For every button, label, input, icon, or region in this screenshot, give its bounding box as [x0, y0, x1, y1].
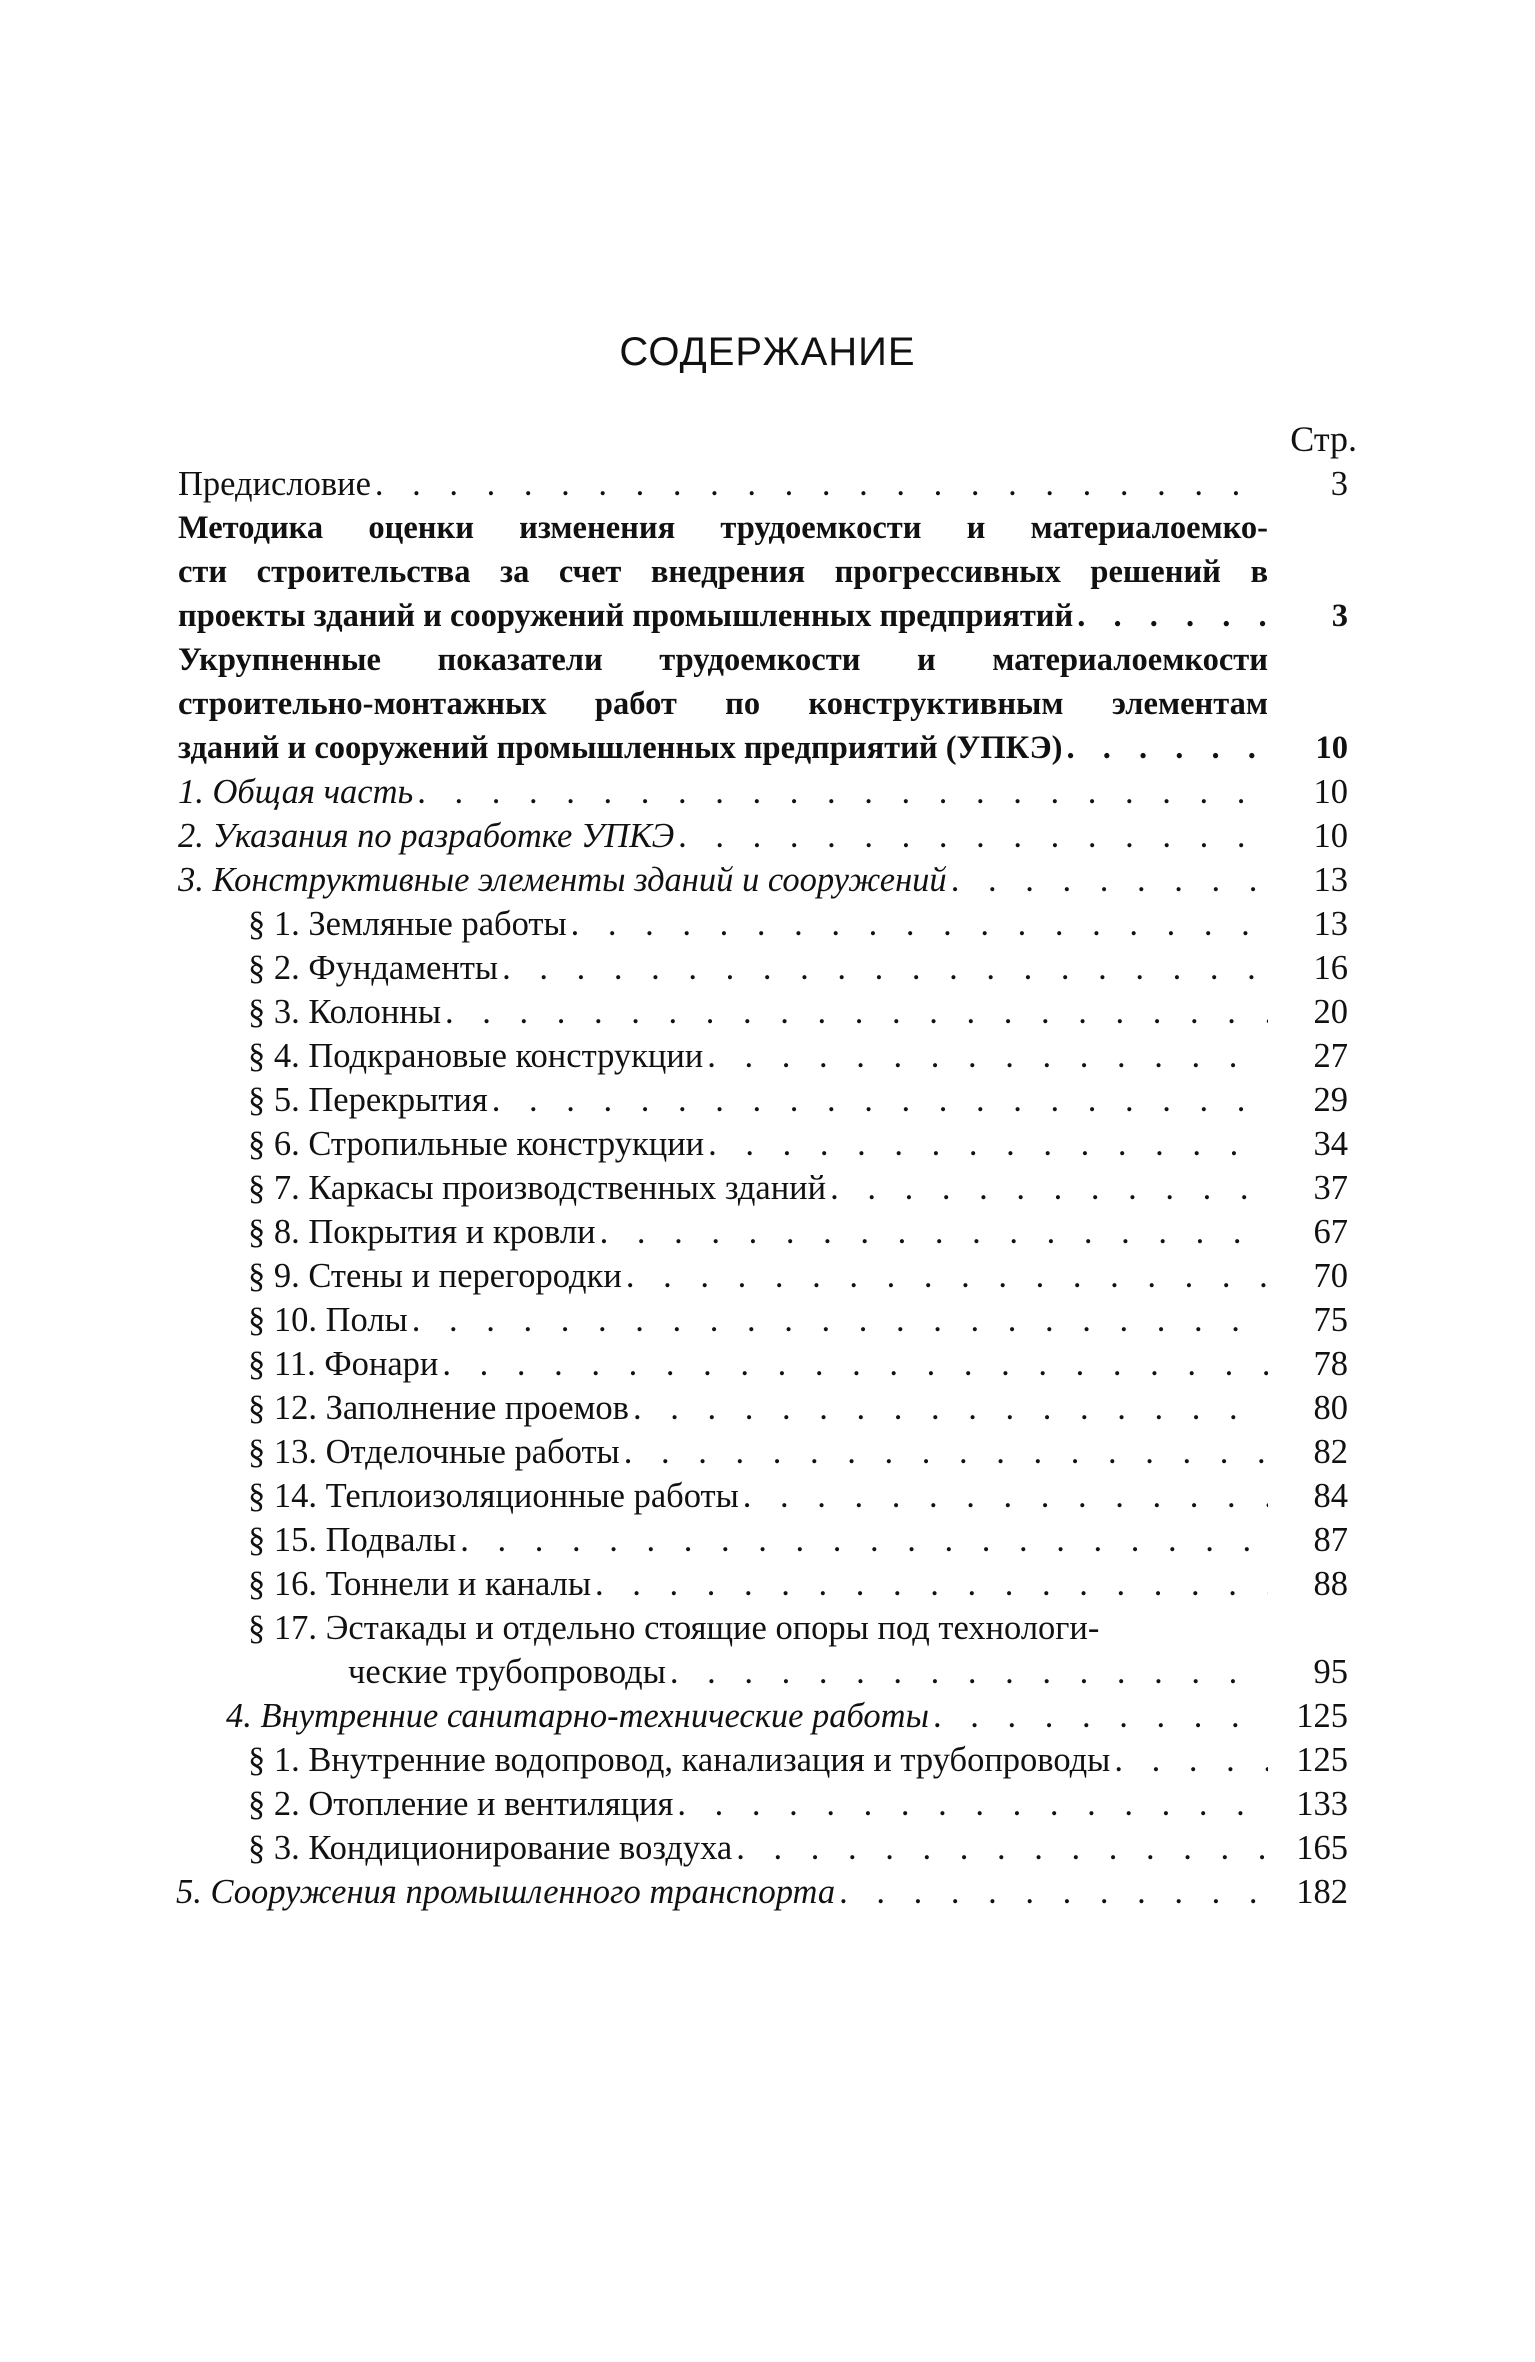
toc-entry-text: § 1. Земляные работы — [248, 905, 567, 943]
page-title: СОДЕРЖАНИЕ — [619, 330, 916, 374]
leader-dots — [1062, 726, 1268, 770]
leader-dots — [674, 814, 1268, 858]
toc-entry-page: 10 — [1315, 730, 1348, 766]
leader-dots — [408, 1298, 1268, 1342]
leader-dots — [835, 1870, 1268, 1914]
table-of-contents — [178, 462, 1348, 1914]
toc-entry-text: § 12. Заполнение проемов — [248, 1389, 629, 1427]
toc-entry-text: Предисловие — [178, 465, 371, 503]
toc-entry — [178, 1650, 1348, 1694]
toc-entry-page: 182 — [1296, 1873, 1348, 1911]
toc-entry — [178, 726, 1348, 770]
leader-dots — [567, 902, 1268, 946]
leader-dots — [703, 1034, 1268, 1078]
toc-entry-page: 133 — [1296, 1785, 1348, 1823]
toc-entry-page: 70 — [1313, 1257, 1348, 1295]
toc-entry-page: 95 — [1313, 1653, 1348, 1691]
leader-dots — [826, 1166, 1268, 1210]
leader-dots — [1110, 1738, 1268, 1782]
toc-entry — [178, 1474, 1348, 1518]
toc-entry-text: Укрупненные показатели трудоемкости и материалоемкости — [178, 642, 1268, 678]
leader-dots — [620, 1430, 1268, 1474]
leader-dots — [498, 946, 1268, 990]
leader-dots — [596, 1210, 1268, 1254]
toc-entry — [178, 1430, 1348, 1474]
toc-entry — [178, 506, 1348, 550]
toc-entry-text: § 3. Колонны — [248, 993, 442, 1031]
toc-entry-text: 1. Общая часть — [178, 773, 414, 811]
toc-entry-page: 13 — [1313, 861, 1348, 899]
toc-entry-page: 87 — [1313, 1521, 1348, 1559]
toc-entry-text: § 3. Кондиционирование воздуха — [248, 1829, 733, 1867]
toc-entry — [178, 1166, 1348, 1210]
toc-entry-text: § 4. Подкрановые конструкции — [248, 1037, 704, 1075]
leader-dots — [929, 1694, 1268, 1738]
leader-dots — [456, 1518, 1268, 1562]
toc-entry — [178, 682, 1348, 726]
toc-entry-page: 29 — [1313, 1081, 1348, 1119]
toc-entry-page: 88 — [1313, 1565, 1348, 1603]
toc-entry-text: § 9. Стены и перегородки — [248, 1257, 622, 1295]
toc-entry-page: 10 — [1313, 817, 1348, 855]
toc-entry-page: 125 — [1296, 1697, 1348, 1735]
toc-entry-text: § 17. Эстакады и отдельно стоящие опоры под технологи- — [248, 1609, 1100, 1647]
toc-entry-page: 20 — [1313, 993, 1348, 1031]
leader-dots — [441, 990, 1268, 1034]
toc-entry-text: § 5. Перекрытия — [248, 1081, 488, 1119]
toc-entry-text: § 7. Каркасы производственных зданий — [248, 1169, 827, 1207]
toc-entry — [178, 594, 1348, 638]
toc-entry-text: § 2. Отопление и вентиляция — [248, 1785, 674, 1823]
leader-dots — [704, 1122, 1268, 1166]
toc-entry — [178, 1738, 1348, 1782]
toc-entry — [178, 1782, 1348, 1826]
toc-entry-page: 34 — [1313, 1125, 1348, 1163]
toc-entry — [178, 1298, 1348, 1342]
leader-dots — [438, 1342, 1268, 1386]
leader-dots — [629, 1386, 1268, 1430]
leader-dots — [591, 1562, 1268, 1606]
toc-entry-text: Методика оценки изменения трудоемкости и материалоемко- — [178, 510, 1268, 546]
toc-entry-page: 37 — [1313, 1169, 1348, 1207]
toc-entry — [178, 1210, 1348, 1254]
toc-entry — [178, 858, 1348, 902]
toc-entry-page: 75 — [1313, 1301, 1348, 1339]
toc-entry-text: ческие трубопроводы — [348, 1653, 666, 1691]
toc-entry-text: сти строительства за счет внедрения прогрессивных решений в — [178, 554, 1268, 590]
toc-entry-page: 16 — [1313, 949, 1348, 987]
toc-entry — [178, 1518, 1348, 1562]
toc-entry-text: § 10. Полы — [248, 1301, 408, 1339]
toc-entry — [178, 902, 1348, 946]
leader-dots — [666, 1650, 1268, 1694]
toc-entry — [178, 1342, 1348, 1386]
leader-dots — [371, 462, 1268, 506]
toc-entry-page: 3 — [1331, 598, 1348, 634]
toc-entry — [178, 1386, 1348, 1430]
toc-entry — [178, 638, 1348, 682]
toc-entry — [178, 1034, 1348, 1078]
leader-dots — [1073, 594, 1268, 638]
toc-entry-page: 82 — [1313, 1433, 1348, 1471]
toc-entry — [178, 1078, 1348, 1122]
toc-entry-text: § 16. Тоннели и каналы — [248, 1565, 592, 1603]
toc-entry-text: 5. Сооружения промышленного транспорта — [176, 1873, 836, 1911]
leader-dots — [413, 770, 1268, 814]
toc-entry-page: 78 — [1313, 1345, 1348, 1383]
toc-entry — [178, 550, 1348, 594]
toc-entry — [176, 1870, 1348, 1914]
toc-entry — [178, 1606, 1348, 1650]
toc-entry-page: 84 — [1313, 1477, 1348, 1515]
toc-entry-text: зданий и сооружений промышленных предприятий (УПКЭ) — [178, 730, 1063, 766]
page-column-header: Стр. — [1290, 419, 1357, 459]
toc-entry-text: строительно-монтажных работ по конструктивным элементам — [178, 686, 1268, 722]
toc-entry — [178, 946, 1348, 990]
toc-entry — [178, 1562, 1348, 1606]
leader-dots — [673, 1782, 1268, 1826]
toc-entry-text: § 11. Фонари — [248, 1345, 439, 1383]
toc-entry-text: § 6. Стропильные конструкции — [248, 1125, 705, 1163]
toc-entry-page: 125 — [1296, 1741, 1348, 1779]
leader-dots — [488, 1078, 1268, 1122]
toc-entry-page: 13 — [1313, 905, 1348, 943]
toc-entry-page: 10 — [1313, 773, 1348, 811]
toc-entry-text: § 13. Отделочные работы — [248, 1433, 620, 1471]
leader-dots — [739, 1474, 1268, 1518]
toc-entry — [178, 814, 1348, 858]
toc-entry-text: § 14. Теплоизоляционные работы — [248, 1477, 739, 1515]
toc-entry-page: 27 — [1313, 1037, 1348, 1075]
toc-entry — [178, 1254, 1348, 1298]
toc-entry — [178, 1694, 1348, 1738]
toc-entry-text: 4. Внутренние санитарно-технические работы — [226, 1697, 929, 1735]
toc-entry — [178, 770, 1348, 814]
toc-entry — [178, 990, 1348, 1034]
toc-entry-page: 80 — [1313, 1389, 1348, 1427]
toc-entry-text: проекты зданий и сооружений промышленных предприятий — [178, 598, 1074, 634]
leader-dots — [622, 1254, 1268, 1298]
toc-entry-page: 3 — [1330, 465, 1348, 503]
toc-entry — [178, 462, 1348, 506]
toc-entry-text: § 2. Фундаменты — [248, 949, 499, 987]
toc-entry-text: § 1. Внутренние водопровод, канализация и трубопроводы — [248, 1741, 1111, 1779]
leader-dots — [732, 1826, 1268, 1870]
toc-entry-text: § 8. Покрытия и кровли — [248, 1213, 596, 1251]
toc-entry — [178, 1122, 1348, 1166]
toc-entry — [178, 1826, 1348, 1870]
toc-entry-page: 165 — [1296, 1829, 1348, 1867]
leader-dots — [947, 858, 1268, 902]
toc-entry-page: 67 — [1313, 1213, 1348, 1251]
toc-entry-text: 3. Конструктивные элементы зданий и сооружений — [178, 861, 947, 899]
toc-entry-text: 2. Указания по разработке УПКЭ — [178, 817, 675, 855]
toc-entry-text: § 15. Подвалы — [248, 1521, 457, 1559]
